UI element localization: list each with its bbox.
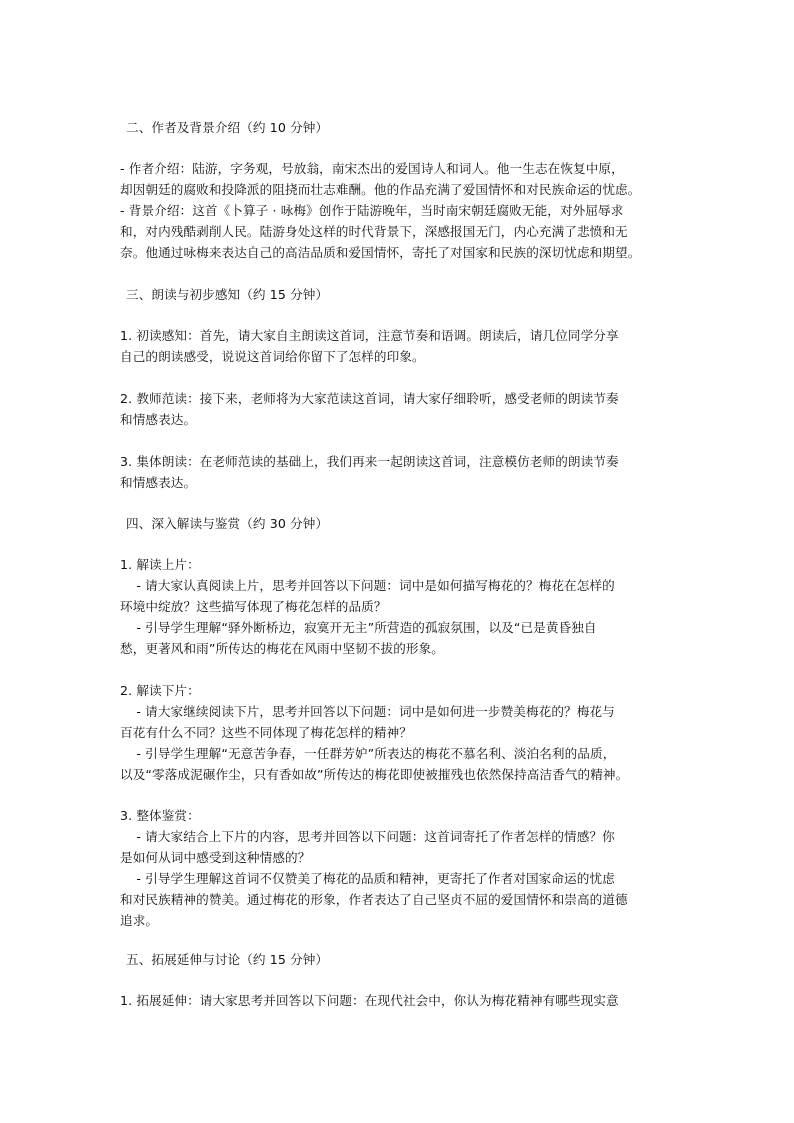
- section-heading-author-background: 二、作者及背景介绍（约 10 分钟）: [126, 120, 329, 135]
- body-line: 愁，更著风和雨”所传达的梅花在风雨中坚韧不拔的形象。: [120, 641, 444, 656]
- body-line: 和情感表达。: [120, 475, 197, 490]
- body-line: - 引导学生理解“驿外断桥边，寂寞开无主”所营造的孤寂氛围，以及“已是黄昏独自: [120, 620, 597, 635]
- body-line: 和情感表达。: [120, 412, 197, 427]
- section-heading-reading: 三、朗读与初步感知（约 15 分钟）: [126, 287, 329, 302]
- body-line: - 请大家结合上下片的内容，思考并回答以下问题：这首词寄托了作者怎样的情感？你: [120, 829, 615, 844]
- body-line: - 作者介绍：陆游，字务观，号放翁，南宋杰出的爱国诗人和词人。他一生志在恢复中原，: [120, 161, 624, 176]
- body-line: - 引导学生理解“无意苦争春，一任群芳妒”所表达的梅花不慕名利、淡泊名利的品质，: [120, 746, 616, 761]
- body-line: 1. 初读感知：首先，请大家自主朗读这首词，注意节奏和语调。朗读后，请几位同学分享: [120, 328, 619, 343]
- body-line: - 请大家认真阅读上片，思考并回答以下问题：词中是如何描写梅花的？梅花在怎样的: [120, 578, 615, 593]
- body-line: 百花有什么不同？这些不同体现了梅花怎样的精神？: [120, 725, 412, 740]
- section-heading-extension: 五、拓展延伸与讨论（约 15 分钟）: [126, 952, 329, 967]
- body-line: 和对民族精神的赞美。通过梅花的形象，作者表达了自己坚贞不屈的爱国情怀和崇高的道德: [120, 892, 628, 907]
- body-line: 是如何从词中感受到这种情感的？: [120, 850, 311, 865]
- body-line: - 背景介绍：这首《卜算子 · 咏梅》创作于陆游晚年，当时南宋朝廷腐败无能，对外屈辱求: [120, 203, 624, 218]
- body-line: 以及“零落成泥碾作尘，只有香如故”所传达的梅花即使被摧残也依然保持高洁香气的精神。: [120, 767, 629, 782]
- body-line: 1. 解读上片：: [120, 557, 200, 572]
- body-line: 3. 整体鉴赏：: [120, 808, 200, 823]
- body-line: 3. 集体朗读：在老师范读的基础上，我们再来一起朗读这首词，注意模仿老师的朗读节奏: [120, 454, 619, 469]
- body-line: 却因朝廷的腐败和投降派的阻挠而壮志难酬。他的作品充满了爱国情怀和对民族命运的忧虑。: [120, 182, 641, 197]
- body-line: 追求。: [120, 913, 159, 928]
- body-line: 和，对内残酷剥削人民。陆游身处这样的时代背景下，深感报国无门，内心充满了悲愤和无: [120, 224, 628, 239]
- section-heading-analysis: 四、深入解读与鉴赏（约 30 分钟）: [126, 516, 329, 531]
- body-line: 2. 教师范读：接下来，老师将为大家范读这首词，请大家仔细聆听，感受老师的朗读节奏: [120, 391, 619, 406]
- body-line: - 请大家继续阅读下片，思考并回答以下问题：词中是如何进一步赞美梅花的？梅花与: [120, 704, 615, 719]
- body-line: 2. 解读下片：: [120, 683, 200, 698]
- body-line: - 引导学生理解这首词不仅赞美了梅花的品质和精神，更寄托了作者对国家命运的忧虑: [120, 871, 615, 886]
- body-line: 1. 拓展延伸：请大家思考并回答以下问题：在现代社会中，你认为梅花精神有哪些现实意: [120, 993, 619, 1008]
- body-line: 奈。他通过咏梅来表达自己的高洁品质和爱国情怀，寄托了对国家和民族的深切忧虑和期望。: [120, 245, 641, 260]
- body-line: 环境中绽放？这些描写体现了梅花怎样的品质？: [120, 599, 387, 614]
- body-line: 自己的朗读感受，说说这首词给你留下了怎样的印象。: [120, 349, 425, 364]
